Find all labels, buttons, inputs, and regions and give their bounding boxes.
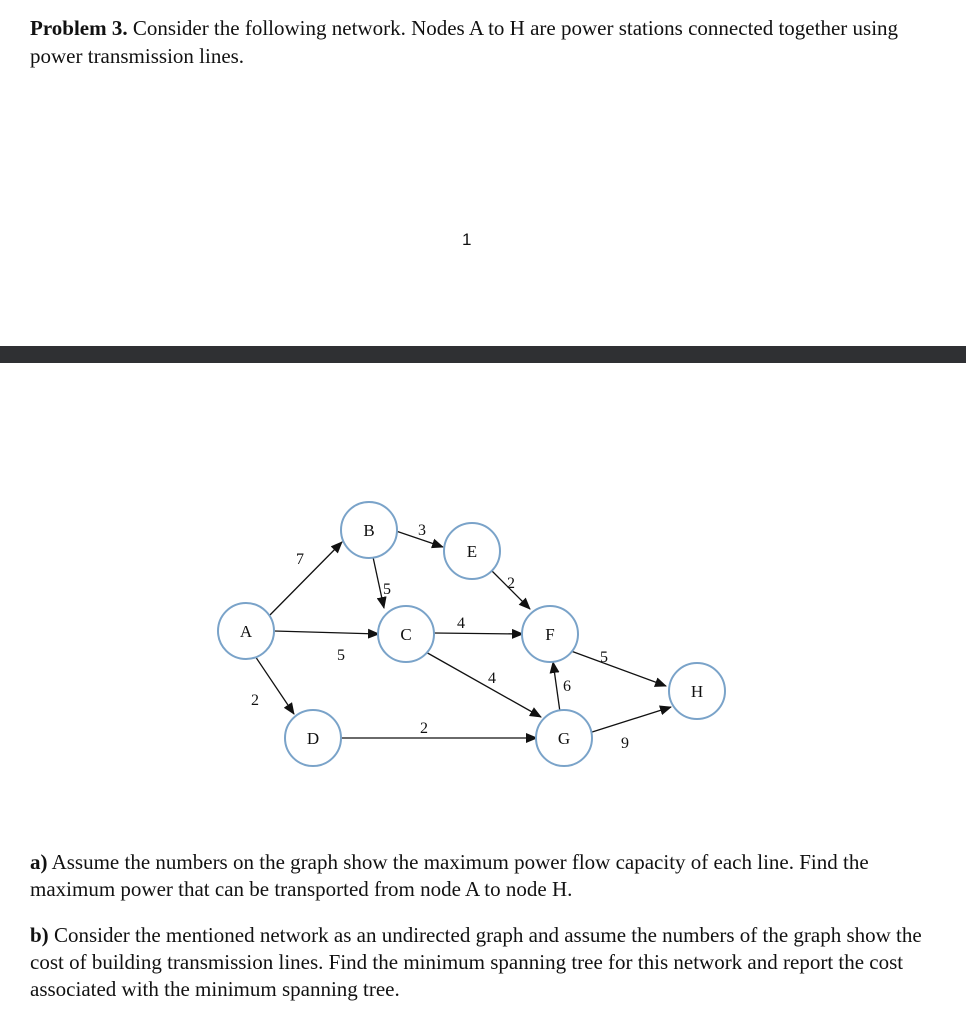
problem-statement (30, 14, 930, 70)
node-d-label: D (306, 729, 320, 748)
node-d (285, 710, 341, 766)
node-c (378, 606, 434, 662)
weight-a-d: 2 (251, 692, 259, 709)
node-a (218, 603, 274, 659)
weight-b-e: 3 (418, 522, 426, 539)
node-a-label: A (239, 622, 253, 641)
node-b (341, 502, 397, 558)
weight-e-f: 2 (507, 575, 515, 592)
node-e-label: E (466, 542, 478, 561)
node-h (669, 663, 725, 719)
edge-c-f (434, 633, 523, 634)
problem-heading: Problem 3. (30, 16, 128, 40)
weight-g-f: 6 (563, 678, 571, 695)
question-b (30, 922, 930, 1003)
question-a-text: Assume the numbers on the graph show the maximum power flow capacity of each line. Find the maximum power that can be transported from node A to node H. (30, 850, 869, 901)
question-a (30, 849, 930, 903)
network-graph (0, 490, 966, 790)
edge-a-b (266, 542, 342, 619)
question-a-label: a) (30, 850, 48, 874)
edge-g-h (589, 707, 671, 733)
node-f (522, 606, 578, 662)
question-b-label: b) (30, 923, 49, 947)
weight-f-h: 5 (600, 649, 608, 666)
node-e (444, 523, 500, 579)
node-c-label: C (400, 625, 412, 644)
weight-a-b: 7 (296, 551, 304, 568)
edge-a-c (274, 631, 379, 634)
node-g-label: G (557, 729, 571, 748)
edge-a-d (253, 653, 294, 714)
edge-f-h (571, 651, 666, 686)
page-divider (0, 346, 966, 363)
node-b-label: B (363, 521, 375, 540)
weight-c-f: 4 (457, 615, 465, 632)
weight-c-g: 4 (488, 670, 496, 687)
edge-g-f (553, 662, 560, 712)
weight-a-c: 5 (337, 647, 345, 664)
problem-text: Consider the following network. Nodes A to H are power stations connected together using power transmission lines. (30, 16, 899, 68)
weight-g-h: 9 (621, 735, 629, 752)
node-g (536, 710, 592, 766)
question-b-text: Consider the mentioned network as an undirected graph and assume the numbers of the graph show the cost of building transmission lines. Find the minimum spanning tree for this network and report the cost associated with the minimum spanning tree. (30, 923, 922, 1001)
node-h-label: H (690, 682, 704, 701)
weight-b-c: 5 (383, 581, 391, 598)
edge-c-g (424, 651, 541, 717)
node-f-label: F (545, 625, 555, 644)
weight-d-g: 2 (420, 720, 428, 737)
page-number: 1 (462, 230, 472, 249)
